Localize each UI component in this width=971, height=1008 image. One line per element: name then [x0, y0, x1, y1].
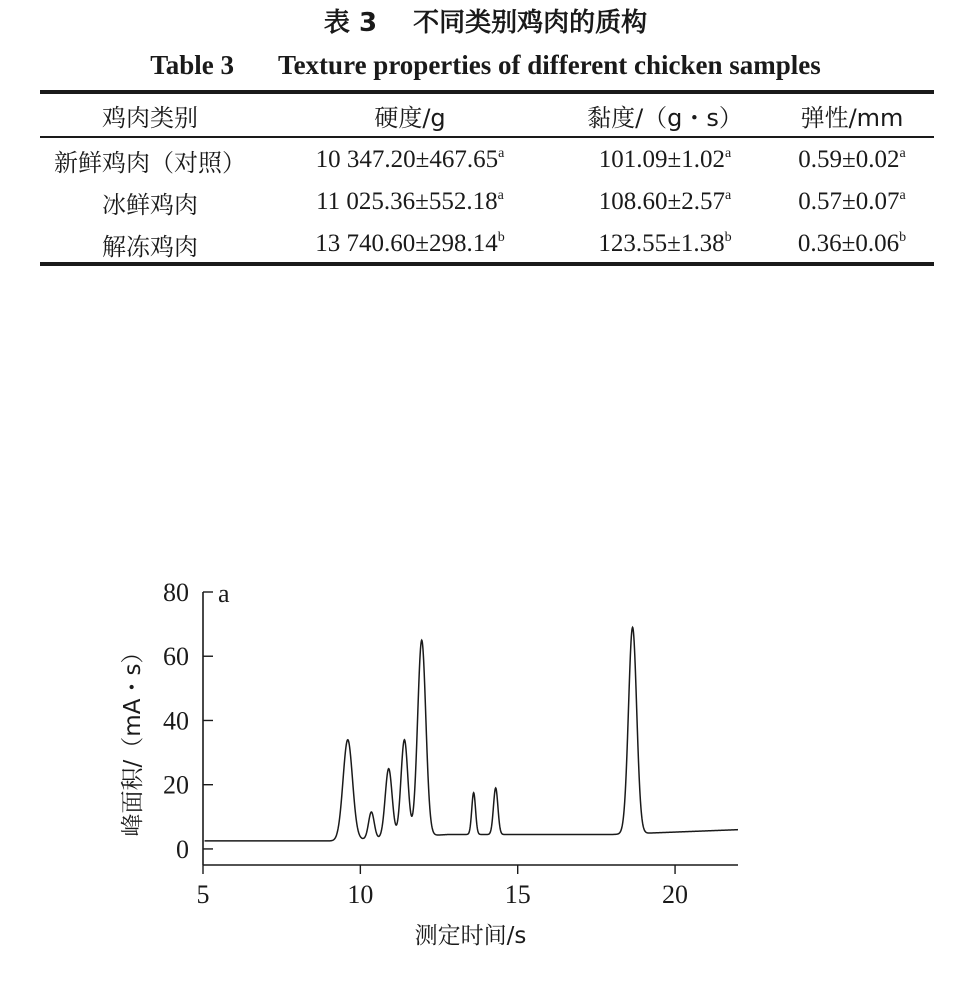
- x-tick-label: 5: [196, 880, 210, 909]
- cell-elasticity: 0.59±0.02$^a$: [798, 146, 906, 173]
- cell-viscosity: 123.55±1.38$^b$: [598, 230, 732, 257]
- y-tick-label: 60: [163, 642, 189, 672]
- x-tick-label: 10: [347, 880, 374, 909]
- table-title-cn: 不同类别鸡肉的质构: [413, 8, 648, 38]
- x-axis-label: 测定时间/s: [414, 923, 527, 949]
- cell-elasticity: 0.36±0.06$^b$: [797, 230, 907, 257]
- cell-elasticity: 0.57±0.07$^a$: [798, 188, 906, 215]
- cell-hardness: 11 025.36±552.18$^a$: [316, 188, 504, 215]
- header-hardness: 硬度/g: [374, 104, 446, 132]
- y-axis-label: 峰面积/（mA・s）: [120, 640, 146, 837]
- cell-category: 解冻鸡肉: [102, 232, 198, 261]
- cell-viscosity: 101.09±1.02$^a$: [598, 146, 732, 173]
- x-tick-label: 15: [504, 880, 531, 909]
- y-tick-label: 40: [163, 706, 189, 736]
- y-tick-label: 0: [176, 834, 189, 864]
- x-tick-label: 20: [662, 880, 689, 909]
- table-label-cn: 表 3: [323, 8, 378, 38]
- y-tick-label: 80: [163, 578, 189, 607]
- cell-category: 冰鲜鸡肉: [102, 190, 198, 219]
- chromatogram-trace: [205, 627, 738, 841]
- y-tick-label: 20: [163, 770, 189, 800]
- cell-category: 新鲜鸡肉（对照）: [54, 148, 246, 177]
- cell-hardness: 13 740.60±298.14$^b$: [315, 230, 505, 257]
- header-viscosity: 黏度/（g・s）: [587, 104, 743, 132]
- table-title-en: Texture properties of different chicken samples: [278, 50, 821, 80]
- header-category: 鸡肉类别: [102, 104, 198, 132]
- cell-viscosity: 108.60±2.57$^a$: [598, 188, 732, 215]
- header-elasticity: 弹性/mm: [800, 104, 904, 132]
- table-label-en: Table 3: [150, 50, 235, 80]
- cell-hardness: 10 347.20±467.65$^a$: [315, 146, 505, 173]
- panel-label: a: [218, 579, 230, 608]
